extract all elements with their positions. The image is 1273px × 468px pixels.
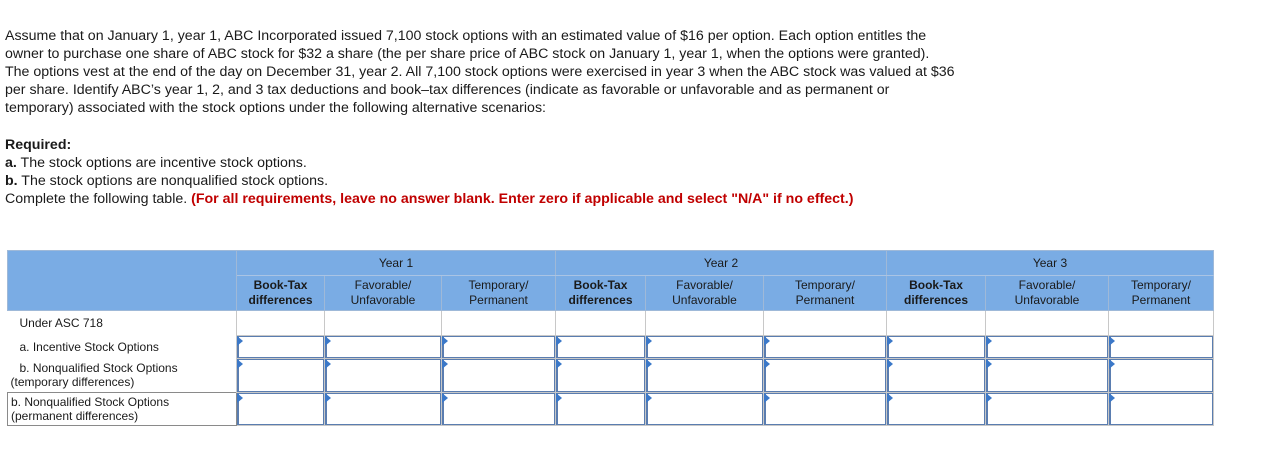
select-nonqual-perm-temporary-y2[interactable] bbox=[764, 393, 887, 426]
row-nonqual-temporary bbox=[8, 359, 1214, 393]
select-incentive-temporary-y2[interactable] bbox=[764, 336, 887, 359]
select-nonqual-temp-temporary-y2[interactable] bbox=[764, 359, 887, 393]
problem-intro: Assume that on January 1, year 1, ABC Incorporated issued 7,100 stock options with an estimated value of $16 per option. Each option entitles the owner to purchase one share of ABC stock for $32 a share (the per share price of ABC stock on January 1, year 1, when the options were granted). The options vest at the end of the day on December 31, year 2. All 7,100 stock options were exercised in year 3 when the ABC stock was valued at $36 per share. Identify ABC’s year 1, 2, and 3 tax deductions and book–tax differences (indicate as favorable or unfavorable and as permanent or temporary) associated with the stock options under the following alternative scenarios: bbox=[5, 28, 955, 116]
requirements-block bbox=[5, 136, 853, 208]
select-nonqual-temp-temporary-y1[interactable] bbox=[442, 359, 556, 393]
input-incentive-booktax-y1[interactable] bbox=[237, 336, 325, 359]
requirement-a: a. The stock options are incentive stock options. bbox=[5, 155, 307, 171]
row-label-nonqual-temporary: b. Nonqualified Stock Options (temporary differences) bbox=[10, 361, 178, 390]
year-1-header: Year 1 bbox=[237, 251, 556, 276]
col-favorable-y2: Favorable/ Unfavorable bbox=[646, 276, 764, 311]
row-incentive bbox=[8, 336, 1214, 359]
select-incentive-temporary-y1[interactable] bbox=[442, 336, 556, 359]
select-nonqual-perm-favorable-y3[interactable] bbox=[986, 393, 1109, 426]
required-label: Required: bbox=[5, 137, 72, 153]
input-nonqual-temp-booktax-y2[interactable] bbox=[556, 359, 646, 393]
select-nonqual-perm-favorable-y1[interactable] bbox=[325, 393, 442, 426]
col-favorable-y3: Favorable/ Unfavorable bbox=[986, 276, 1109, 311]
select-incentive-favorable-y3[interactable] bbox=[986, 336, 1109, 359]
input-nonqual-perm-booktax-y2[interactable] bbox=[556, 393, 646, 426]
col-favorable-y1: Favorable/ Unfavorable bbox=[325, 276, 442, 311]
row-label-nonqual-permanent: b. Nonqualified Stock Options (permanent differences) bbox=[8, 393, 237, 426]
input-nonqual-perm-booktax-y1[interactable] bbox=[237, 393, 325, 426]
year-3-header: Year 3 bbox=[887, 251, 1214, 276]
row-nonqual-permanent bbox=[8, 393, 1214, 426]
col-booktax-y3: Book-Tax differences bbox=[887, 276, 986, 311]
col-booktax-y2: Book-Tax differences bbox=[556, 276, 646, 311]
input-nonqual-temp-booktax-y1[interactable] bbox=[237, 359, 325, 393]
col-booktax-y1: Book-Tax differences bbox=[237, 276, 325, 311]
row-label-incentive: a. Incentive Stock Options bbox=[19, 340, 159, 354]
select-nonqual-perm-temporary-y3[interactable] bbox=[1109, 393, 1214, 426]
select-nonqual-temp-favorable-y1[interactable] bbox=[325, 359, 442, 393]
complete-instruction: Complete the following table. (For all requirements, leave no answer blank. Enter zero if applicable and select "N/A" if no effect.) bbox=[5, 191, 854, 207]
col-temporary-y1: Temporary/ Permanent bbox=[442, 276, 556, 311]
select-nonqual-perm-favorable-y2[interactable] bbox=[646, 393, 764, 426]
input-nonqual-temp-booktax-y3[interactable] bbox=[887, 359, 986, 393]
corner-header bbox=[8, 251, 237, 311]
answer-table bbox=[7, 250, 1214, 426]
select-incentive-favorable-y1[interactable] bbox=[325, 336, 442, 359]
input-incentive-booktax-y2[interactable] bbox=[556, 336, 646, 359]
select-nonqual-perm-temporary-y1[interactable] bbox=[442, 393, 556, 426]
col-temporary-y2: Temporary/ Permanent bbox=[764, 276, 887, 311]
row-label-under-asc: Under ASC 718 bbox=[19, 316, 103, 331]
select-nonqual-temp-favorable-y2[interactable] bbox=[646, 359, 764, 393]
select-incentive-favorable-y2[interactable] bbox=[646, 336, 764, 359]
instruction-note: (For all requirements, leave no answer blank. Enter zero if applicable and select "N/A" if no effect.) bbox=[191, 191, 854, 207]
select-incentive-temporary-y3[interactable] bbox=[1109, 336, 1214, 359]
col-temporary-y3: Temporary/ Permanent bbox=[1109, 276, 1214, 311]
input-nonqual-perm-booktax-y3[interactable] bbox=[887, 393, 986, 426]
input-incentive-booktax-y3[interactable] bbox=[887, 336, 986, 359]
select-nonqual-temp-temporary-y3[interactable] bbox=[1109, 359, 1214, 393]
requirement-b: b. The stock options are nonqualified stock options. bbox=[5, 173, 329, 189]
year-2-header: Year 2 bbox=[556, 251, 887, 276]
select-nonqual-temp-favorable-y3[interactable] bbox=[986, 359, 1109, 393]
